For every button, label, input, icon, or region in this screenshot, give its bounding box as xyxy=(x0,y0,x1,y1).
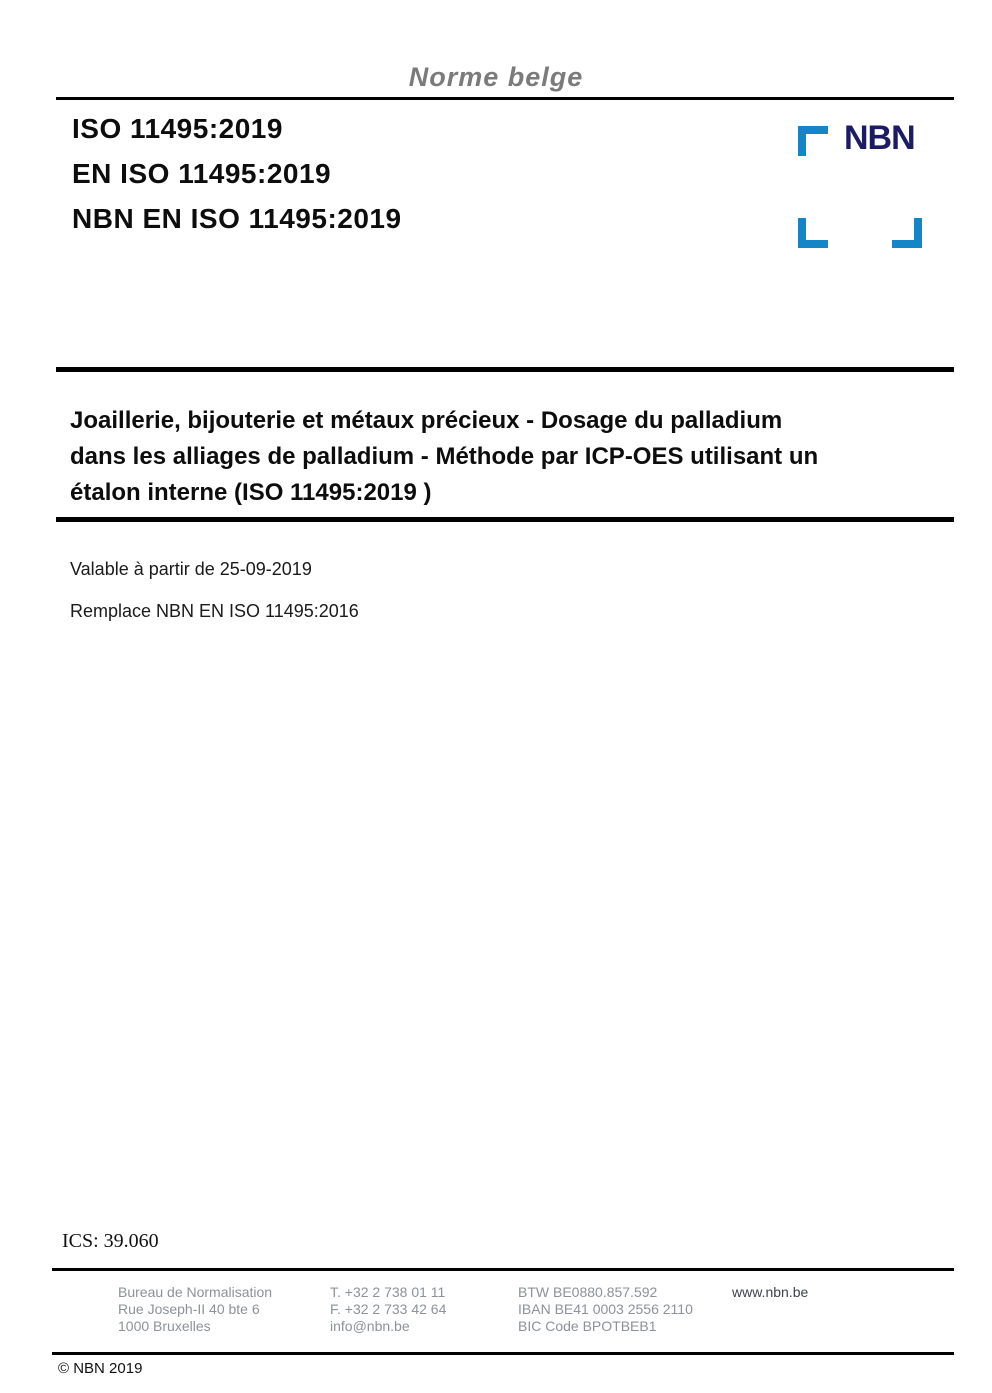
title-rule-top xyxy=(56,367,954,372)
designation-iso: ISO 11495:2019 xyxy=(72,113,283,144)
footer-bank xyxy=(518,1284,693,1335)
title-line: dans les alliages de palladium - Méthode par ICP-OES utilisant un xyxy=(70,443,819,470)
validity-date: Valable à partir de 25-09-2019 xyxy=(70,559,312,579)
logo-corner-top-left-icon xyxy=(798,126,828,156)
logo-corner-bottom-left-icon xyxy=(798,218,828,248)
footer-fax: F. +32 2 733 42 64 xyxy=(330,1301,447,1317)
footer-phone: T. +32 2 738 01 11 xyxy=(330,1284,446,1300)
copyright: © NBN 2019 xyxy=(58,1360,143,1377)
footer-bic: BIC Code BPOTBEB1 xyxy=(518,1318,657,1334)
footer-street: Rue Joseph-II 40 bte 6 xyxy=(118,1301,260,1317)
standard-title xyxy=(70,403,950,511)
footer-contact xyxy=(330,1284,446,1335)
footer-address xyxy=(118,1284,272,1335)
title-rule-bottom xyxy=(56,517,954,522)
designation-en-iso: EN ISO 11495:2019 xyxy=(72,158,332,189)
header-rule xyxy=(56,97,954,100)
standard-designations xyxy=(72,106,402,241)
footer-city: 1000 Bruxelles xyxy=(118,1318,211,1334)
ics-code: ICS: 39.060 xyxy=(62,1230,159,1252)
title-line: Joaillerie, bijouterie et métaux précieux - Dosage du palladium xyxy=(70,407,783,434)
replaced-standard: Remplace NBN EN ISO 11495:2016 xyxy=(70,601,359,621)
logo-corner-bottom-right-icon xyxy=(892,218,922,248)
title-line: étalon interne (ISO 11495:2019 ) xyxy=(70,479,432,506)
footer-website: www.nbn.be xyxy=(732,1284,809,1300)
footer-rule-bottom xyxy=(52,1352,954,1355)
footer-email: info@nbn.be xyxy=(330,1318,410,1334)
footer-rule-top xyxy=(52,1268,954,1271)
footer-iban: IBAN BE41 0003 2556 2110 xyxy=(518,1301,693,1317)
footer-btw: BTW BE0880.857.592 xyxy=(518,1284,658,1300)
footer-org-name: Bureau de Normalisation xyxy=(118,1284,273,1300)
nbn-logo xyxy=(798,119,922,248)
nbn-logo-text: NBN xyxy=(844,119,915,157)
document-kind-label: Norme belge xyxy=(408,62,584,92)
designation-nbn-en-iso: NBN EN ISO 11495:2019 xyxy=(72,203,402,234)
